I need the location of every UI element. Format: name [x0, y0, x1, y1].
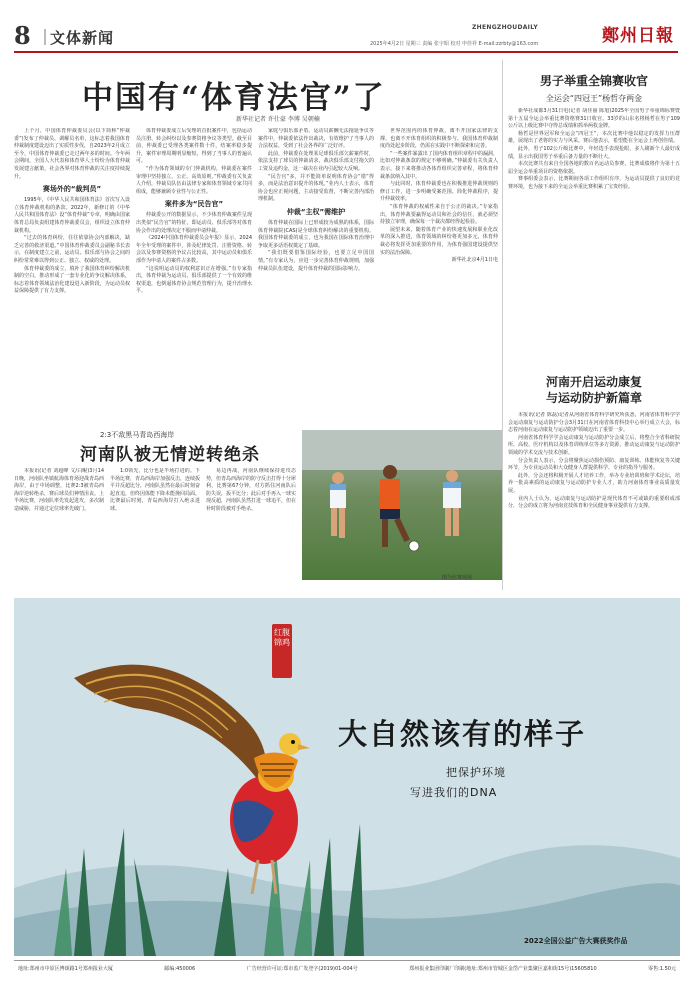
ad-seal-stamp: 红腹锦鸡 [272, 624, 292, 678]
paragraph: “体育仲裁的权威性来自于公正的裁决。”专家指出，体育仲裁要赢得运动员和社会的信任，就必须坚持独立审理，确保每一个裁决都经得起检验。 [380, 203, 498, 226]
henan-team-article [14, 424, 502, 590]
paragraph: 体育仲裁委成立后受理的首批案件中，包括运动员注册、转会纠纷以及参赛资格争议等类型。截至目前，仲裁委已受理各类案件数十件，结案率稳步提升，案件审理周期明显缩短，得到了当事人的普遍认可。 [136, 128, 252, 165]
footer-postcode: 邮编:450006 [164, 966, 196, 972]
paragraph: 家庭与俱乐部矛盾、运动员薪酬无法拖延争议等案件中，仲裁委依法作出裁决，有效维护了当事人的合法权益，受到了社会各界的广泛好评。 [258, 128, 374, 150]
paragraph: 本次比赛共有来自全国各地的数百名运动员参赛，比赛成绩将作为第十五届全运会举重项目的资格依据。 [508, 161, 680, 175]
ad-award-caption: 2022全国公益广告大赛获奖作品 [524, 937, 628, 945]
main-article-column-2 [136, 128, 252, 420]
masthead-rule [14, 51, 678, 53]
paragraph: 1:0领先，比分也是半场打进的。下半场比赛，青岛西海岸加强反击，连续扳平并反超比分，河南队虽然在最后时刻奋起直追，但终因体能下降未能挽回局面。比赛最后时刻，青岛西海岸打入绝杀进球。 [110, 468, 200, 512]
paragraph: 此前，仲裁委在处理某足球俱乐部欠薪案件时，依法支持了球员的仲裁请求，裁决俱乐部支付拖欠的工资及违约金，这一裁决在业内引起较大反响。 [258, 150, 374, 172]
paragraph: “一些案件暴露出了国内体育组织章程中的漏洞，比如对仲裁条款的规定不够明确。”仲裁委有关负责人表示，接下来将推动各体育组织完善章程，将体育仲裁条款纳入其中。 [380, 150, 498, 180]
page-number: 8 [14, 21, 31, 50]
paragraph: 体育仲裁在国际上已形成较为成熟的体系，国际体育仲裁院(CAS)是全球体育纠纷解决的重要机构。我国体育仲裁委的成立，也为我国在国际体育治理中争取更多话语权奠定了基础。 [258, 219, 374, 249]
paragraph: 体育仲裁委的成立，填补了我国体育纠纷解决机制的空白，推动形成了一套专业化的争议解决体系，标志着体育领域法治化建设进入新阶段，为运动员权益保障提供了有力支撑。 [14, 265, 130, 295]
weightlifting-article-title: 男子举重全锦赛收官 [539, 74, 648, 88]
masthead [0, 0, 690, 52]
paragraph: 新华社成都3月31日电(记者 胡佳丽 陈旭)2025年全国男子举重锦标赛暨第十五届全运会举重比赛资格赛31日收官。33岁的山东名将杨哲在男子109公斤以上级比赛中夺得总成绩和抓举两枚金牌。 [508, 108, 680, 130]
paragraph: 世界范围内的体育仲裁，离不开国家法律的支撑，也离不开体育组织的积极参与。我国体育仲裁制度尚处起步阶段，仍需在实践中不断探索和完善。 [380, 128, 498, 150]
paragraph: 易边再战，河南队继续保持进攻态势，但青岛西海岸的防守反击打得十分犀利，比赛第67分钟，对方抓住河南队后防失误，扳平比分；此后对手再入一球实现反超，河南队虽然打进一球追平，但在补时阶段被对手绝杀。 [206, 468, 296, 512]
paragraph: 杨哲是世界冠军和全运会“四冠王”，本次比赛中他以稳定的发挥力压群雄，展现出了老将的实力与风采。赛后他表示，希望能在全运会上再创佳绩。 [508, 130, 680, 145]
paragraph: “民告官”多，并不能简单说明体育协会“错”得多，而是法治意识提升的体现。”业内人士表示，体育协会也应正视问题，主动接受监督，不断完善内部治理机制。 [258, 173, 374, 203]
paragraph: 赛事组委会表示，比赛期间各项工作组织有序，为运动员提供了良好的竞赛环境，也为接下来的全运会举重比赛积累了宝贵经验。 [508, 176, 680, 190]
ad-slogan-line-2: 写进我们的DNA [410, 786, 498, 799]
paragraph: 本报讯(记者 刘超峰 文/白鲲)3月14日晚，河南队坐镇航海体育场迎战青岛西海岸，由于中场调整，比赛2:3被青岛西海岸逆转绝杀，赛后球员们神情沮丧。上半场比赛，河南队率先发起进攻，多次制造威胁，并通过定位球率先破门。 [14, 468, 104, 512]
henan-article-kicker: 2:3不敌黑马青岛西海岸 [100, 431, 175, 439]
soccer-match-illustration [302, 430, 502, 580]
main-article-column-1 [14, 128, 130, 420]
footer-license: 广告经营许可证:郑市监广发登字(2019)01-004号 [246, 966, 358, 972]
footer-printer: 郑州报业集团印刷厂印刷(地址:郑州市管城区金岱产业集聚区嘉和街15号)15605810 [409, 966, 597, 972]
paragraph: 1995年，《中华人民共和国体育法》首次写入设立体育仲裁机构的条款。2022年，新修订的《中华人民共和国体育法》设“体育仲裁”专章，明确由国家体育总局负责组建体育仲裁委员会，组织设立体育仲裁机构。 [14, 197, 130, 234]
subheading: 仲裁“主权”需维护 [286, 207, 346, 216]
main-article-byline: 新华社记者 许仕豪 李博 吴朝楠 [236, 116, 320, 123]
main-article-column-3 [258, 128, 374, 420]
ad-slogan-line-1: 把保护环境 [446, 766, 506, 779]
rehab-article-title-line-1: 河南开启运动康复 [545, 375, 642, 389]
page-footer [14, 960, 680, 976]
paragraph: “我们既要借鉴国际经验，也要立足中国国情。”有专家认为，应进一步完善体育仲裁规则，加强仲裁员队伍建设，提升体育仲裁的国际影响力。 [258, 250, 374, 272]
main-article-column-4 [380, 128, 498, 420]
section-name: 文体新闻 [50, 29, 115, 47]
paragraph: 此外，分会还将积极开展人才培养工作，举办专业培训班和学术论坛，培养一批高素质的运动康复与运动防护专业人才，助力河南体育事业高质量发展。 [508, 472, 680, 494]
paragraph: 展望未来，随着体育产业的快速发展和职业化改革的深入推进，体育领域的纠纷将更加多元，体育仲裁必将发挥更加重要的作用，为体育强国建设提供坚实的法治保障。 [380, 226, 498, 256]
dateline: 2025年4月2日 星期三 责编 张宇昭 校对 申佳祥 E-mail:zzrbty@163.com [370, 41, 539, 47]
henan-article-column-2 [110, 468, 200, 586]
paragraph: “作为体育领域的专门仲裁机构，仲裁委在案件审理中坚持独立、公正、高效原则。”仲裁委有关负责人介绍，仲裁员队伍由法律专家和体育领域专家共同组成，能够兼顾专业性与公正性。 [136, 165, 252, 195]
golden-pheasant-illustration [14, 598, 680, 956]
footer-price: 零售:1.50元 [648, 966, 676, 972]
paragraph: 业内人士认为，运动康复与运动防护是现代体育不可或缺的重要组成部分，分会的成立将为河南竞技体育和全民健身事业提供有力支撑。 [508, 495, 680, 510]
paragraph: “这说明运动员的权利意识正在增强。”有专家指出，体育仲裁为运动员、俱乐部提供了一个有效的维权渠道，也倒逼体育协会规范管理行为，提升治理水平。 [136, 265, 252, 295]
brand-english-name: ZHENGZHOUDAILY [472, 24, 539, 31]
paragraph: 仲裁委公开的数据显示，不少体育仲裁案件呈现出类似“民告官”的特征，即运动员、俱乐部等对体育协会作出的处理决定不服而申请仲裁。 [136, 212, 252, 234]
main-article-title: 中国有“体育法官”了 [82, 80, 386, 116]
ad-headline: 大自然该有的样子 [338, 717, 587, 751]
subheading: 案件多为“民告官” [164, 200, 224, 209]
column-divider [502, 60, 503, 590]
henan-article-title: 河南队被无情逆转绝杀 [80, 445, 260, 465]
paragraph: 与此同时，体育仲裁委也在积极推进仲裁规则的修订工作，进一步明确受案范围、简化仲裁程序，提升仲裁效率。 [380, 181, 498, 203]
paragraph: 分会负责人表示，分会将聚焦运动损伤预防、康复训练、体能恢复等关键环节，为专业运动员和大众健身人群提供科学、专业的指导与服务。 [508, 457, 680, 472]
page-number-divider [44, 29, 46, 45]
weightlifting-article-body [508, 108, 680, 356]
henan-article-column-3 [206, 468, 296, 586]
rehab-article-body [508, 412, 680, 608]
subheading: 赛场外的“裁判员” [42, 185, 102, 194]
rehab-article-title-line-2: 与运动防护新篇章 [545, 391, 642, 405]
paragraph: 本报讯(记者 陈磊)记者从河南省体育科学研究所获悉，河南省体育科学学会运动康复与运动防护分会3月31日在河南省体育科技中心举行成立大会，标志着河南在运动康复与运动防护领域迈出了重要一步。 [508, 412, 680, 434]
paragraph: 此外，男子102公斤级比赛中，年轻选手表现抢眼，多人刷新个人最好成绩，显示出我国男子举重后备力量的不断壮大。 [508, 145, 680, 160]
paragraph: 河南省体育科学学会运动康复与运动防护分会成立后，将整合全省科研院所、高校、医疗机构以及体育训练单位等多方资源，推动运动康复与运动防护领域的学术交流与技术创新。 [508, 434, 680, 456]
newspaper-logo: 鄭州日報 [602, 26, 674, 46]
henan-article-column-1 [14, 468, 104, 586]
article-dateline: 新华社北京4月1日电 [451, 257, 498, 264]
paragraph: “过去的体育纠纷，往往依靠协会内部解决，缺乏完善的救济渠道。”中国体育仲裁委员会副秘书长表示，在制度建立之前，运动员、俱乐部与协会之间的纠纷常常难以得到公正、独立、权威的处理。 [14, 235, 130, 264]
rehab-article-header [508, 374, 680, 406]
footer-address: 地址:郑州市中原区博颂路1号郑州报业大厦 [18, 966, 113, 972]
public-service-ad [14, 598, 680, 956]
weightlifting-article-subtitle: 全运会“四冠王”杨哲夺两金 [545, 94, 643, 103]
photo-credit: 图为比赛现场 [442, 575, 473, 581]
paragraph: 上个月，中国体育仲裁委员会(以下简称“仲裁委”)发布了仲裁员、调解员名单，这标志着我国体育仲裁制度建设迈出了实质性步伐，自2023年2月成立至今，中国体育仲裁委已走过两年多的时间。今年两会期间，全国人大代表和体育界人士纷纷为体育仲裁发展建言献策，社会各界对体育仲裁的关注度持续提升。 [14, 128, 130, 180]
paragraph: 《2024中国体育仲裁委员会年报》显示，2024年全年受理的案件中，涉及纪律处罚、注册资格、转会以及参赛资格的争议占比较高，其中运动员和俱乐部作为申请人的案件占多数。 [136, 235, 252, 264]
match-photo [302, 430, 502, 580]
